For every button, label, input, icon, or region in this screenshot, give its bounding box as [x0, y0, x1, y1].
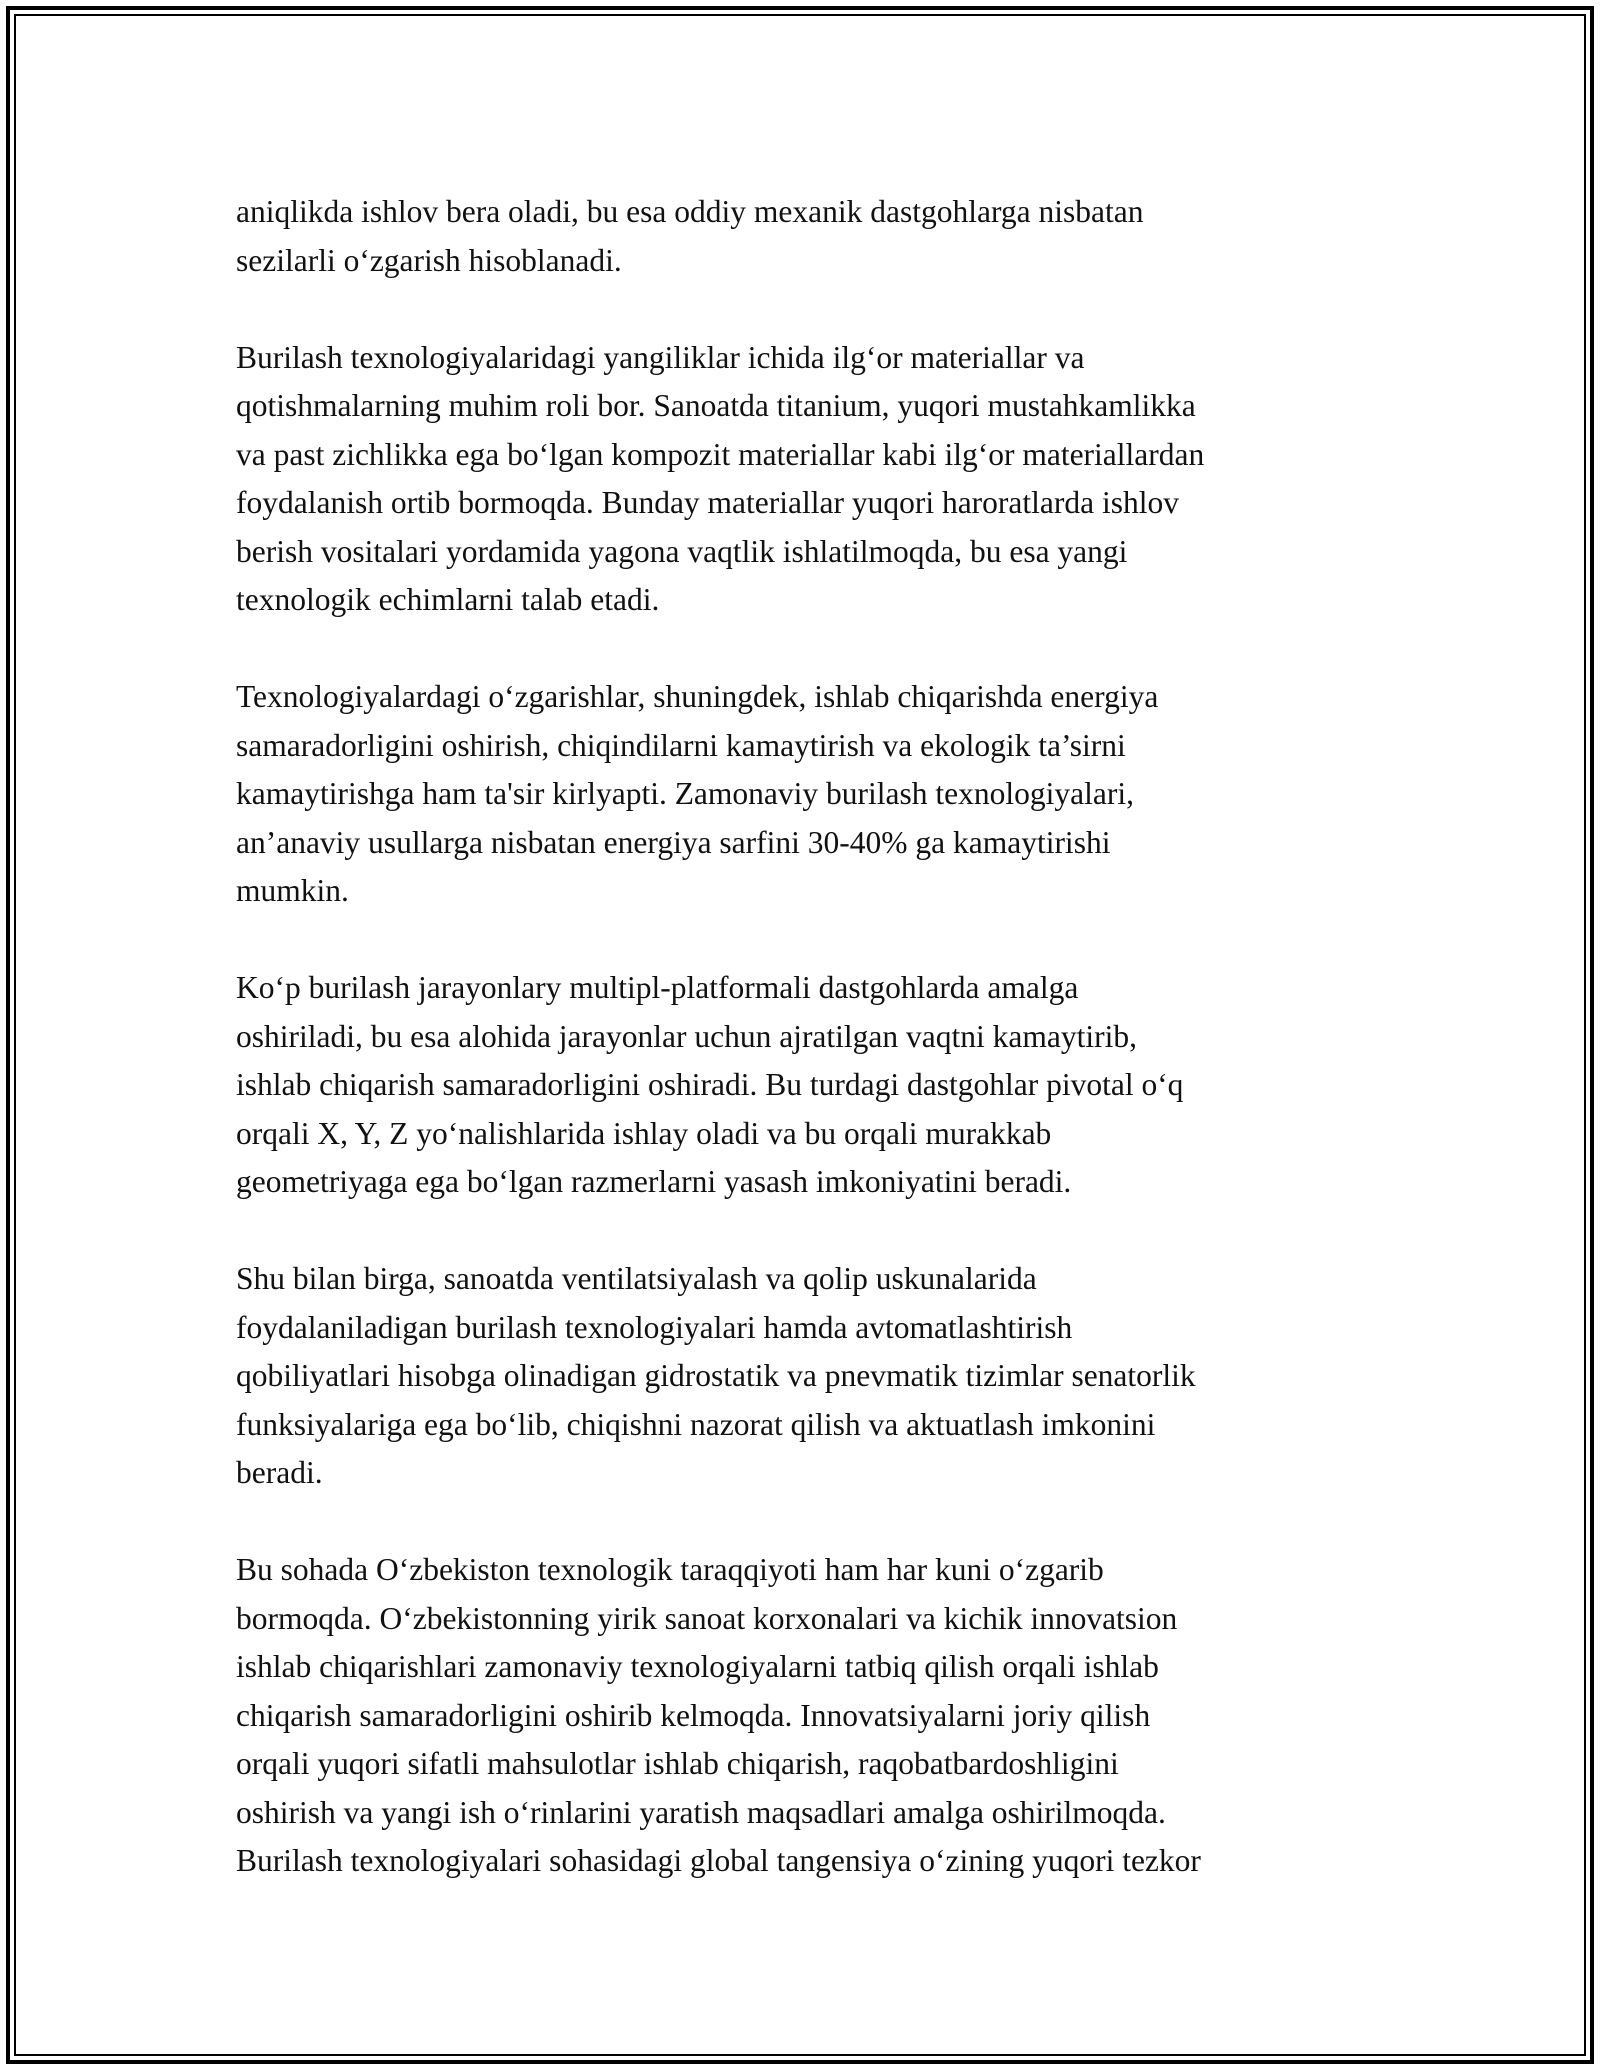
text-line: ishlab chiqarishlari zamonaviy texnologiyalarni tatbiq qilish orqali ishlab [236, 1649, 1159, 1684]
text-line: foydalaniladigan burilash texnologiyalari hamda avtomatlashtirish [236, 1309, 1073, 1345]
text-line: foydalanish ortib bormoqda. Bunday materiallar yuqori haroratlarda ishlov [236, 485, 1179, 520]
text-line: oshiriladi, bu esa alohida jarayonlar uchun ajratilgan vaqtni kamaytirib, [236, 1018, 1137, 1054]
text-line: an’anaviy usullarga nisbatan energiya sarfini 30-40% ga kamaytirishi [236, 824, 1111, 860]
text-line: Ko‘p burilash jarayonlary multipl-platformali dastgohlarda amalga [236, 970, 1079, 1005]
text-line: ishlab chiqarish samaradorligini oshiradi. Bu turdagi dastgohlar pivotal o‘q [236, 1067, 1184, 1102]
document-body [236, 188, 1366, 1934]
text-line: texnologik echimlarni talab etadi. [236, 582, 660, 617]
paragraph-6 [236, 1546, 1366, 1886]
text-line: qobiliyatlari hisobga olinadigan gidrostatik va pnevmatik tizimlar senatorlik [236, 1358, 1196, 1393]
text-line: chiqarish samaradorligini oshirib kelmoqda. Innovatsiyalarni joriy qilish [236, 1697, 1151, 1733]
text-line: orqali X, Y, Z yo‘nalishlarida ishlay oladi va bu orqali murakkab [236, 1115, 1052, 1151]
paragraph-4 [236, 964, 1366, 1207]
text-line: sezilarli o‘zgarish hisoblanadi. [236, 242, 622, 278]
text-line: geometriyaga ega bo‘lgan razmerlarni yasash imkoniyatini beradi. [236, 1164, 1072, 1199]
text-line: Burilash texnologiyalaridagi yangiliklar ichida ilg‘or materiallar va [236, 339, 1085, 375]
text-line: qotishmalarning muhim roli bor. Sanoatda titanium, yuqori mustahkamlikka [236, 388, 1196, 423]
text-line: bormoqda. O‘zbekistonning yirik sanoat korxonalari va kichik innovatsion [236, 1600, 1178, 1636]
text-line: Burilash texnologiyalari sohasidagi global tangensiya o‘zining yuqori tezkor [236, 1843, 1201, 1878]
text-line: Texnologiyalardagi o‘zgarishlar, shuningdek, ishlab chiqarishda energiya [236, 679, 1159, 714]
text-line: mumkin. [236, 873, 349, 908]
text-line: aniqlikda ishlov bera oladi, bu esa oddiy mexanik dastgohlarga nisbatan [236, 194, 1144, 229]
text-line: oshirish va yangi ish o‘rinlarini yaratish maqsadlari amalga oshirilmoqda. [236, 1794, 1166, 1830]
text-line: samaradorligini oshirish, chiqindilarni kamaytirish va ekologik ta’sirni [236, 727, 1126, 763]
paragraph-5 [236, 1255, 1366, 1498]
text-line: Shu bilan birga, sanoatda ventilatsiyalash va qolip uskunalarida [236, 1261, 1037, 1296]
paragraph-3 [236, 673, 1366, 916]
text-line: orqali yuqori sifatli mahsulotlar ishlab chiqarish, raqobatbardoshligini [236, 1746, 1119, 1781]
text-line: va past zichlikka ega bo‘lgan kompozit materiallar kabi ilg‘or materiallardan [236, 436, 1205, 472]
paragraph-2 [236, 334, 1366, 625]
text-line: Bu sohada O‘zbekiston texnologik taraqqiyoti ham har kuni o‘zgarib [236, 1552, 1104, 1587]
text-line: funksiyalariga ega bo‘lib, chiqishni nazorat qilish va aktuatlash imkonini [236, 1406, 1156, 1442]
text-line: beradi. [236, 1455, 323, 1490]
paragraph-1 [236, 188, 1366, 285]
text-line: berish vositalari yordamida yagona vaqtlik ishlatilmoqda, bu esa yangi [236, 533, 1128, 569]
text-line: kamaytirishga ham ta'sir kirlyapti. Zamonaviy burilash texnologiyalari, [236, 776, 1134, 811]
